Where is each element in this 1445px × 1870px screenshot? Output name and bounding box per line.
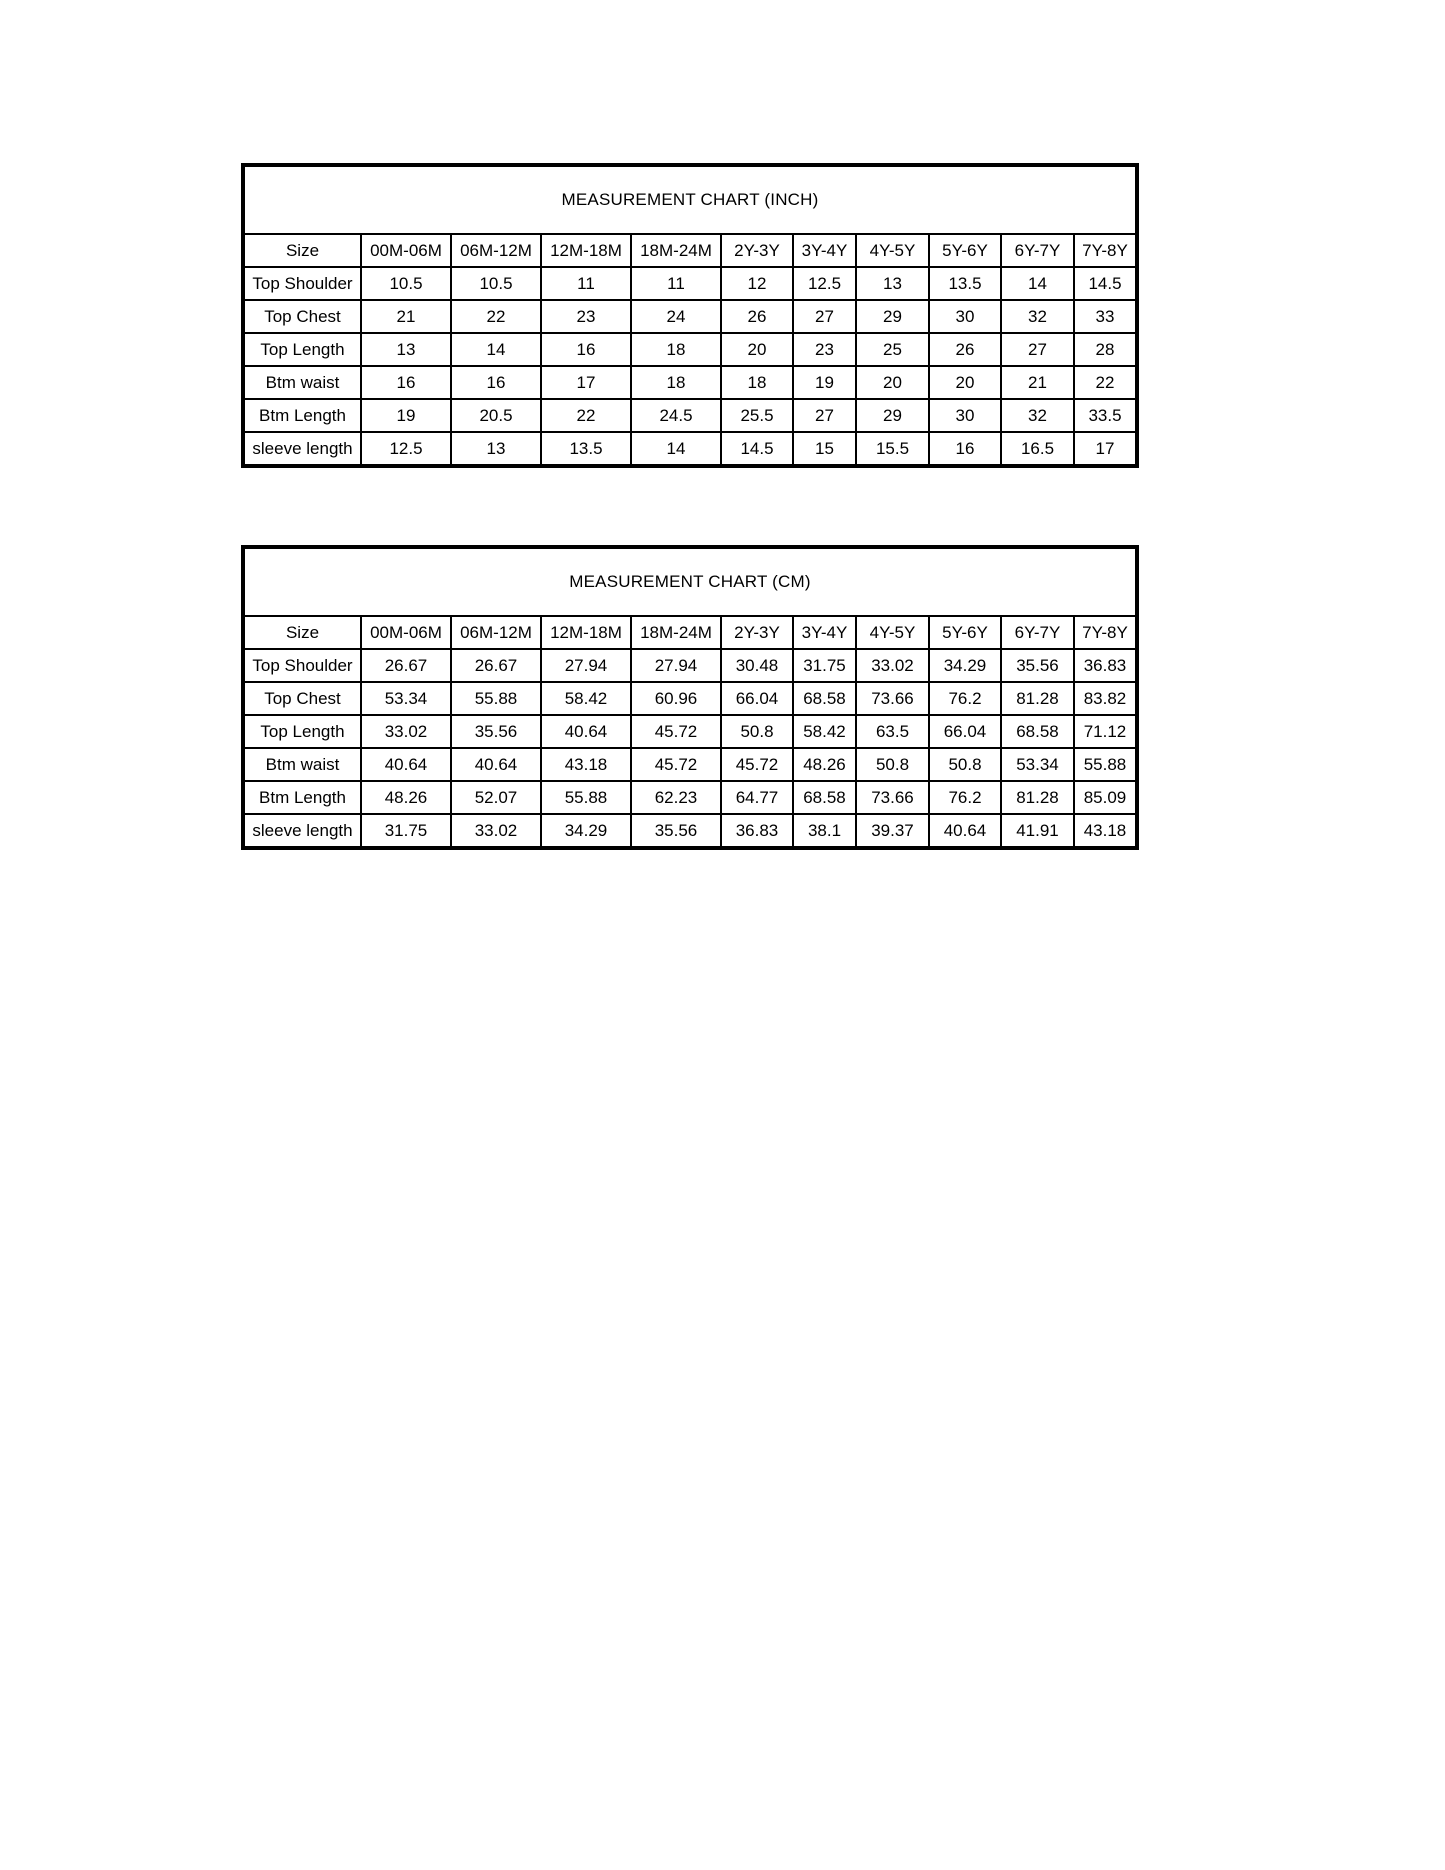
measurement-cell: 55.88 bbox=[451, 682, 541, 715]
measurement-cell: 13.5 bbox=[929, 267, 1001, 300]
measurement-cell: 45.72 bbox=[631, 715, 721, 748]
size-column-header: 00M-06M bbox=[361, 235, 451, 267]
measurement-cell: 33.02 bbox=[361, 715, 451, 748]
measurement-cell: 16 bbox=[929, 432, 1001, 464]
row-label: Top Length bbox=[245, 333, 361, 366]
measurement-cell: 33.5 bbox=[1074, 399, 1135, 432]
measurement-cell: 16 bbox=[541, 333, 631, 366]
measurement-cell: 60.96 bbox=[631, 682, 721, 715]
row-label: Btm Length bbox=[245, 399, 361, 432]
size-column-header: 7Y-8Y bbox=[1074, 235, 1135, 267]
measurement-cell: 33.02 bbox=[856, 649, 929, 682]
measurement-cell: 19 bbox=[793, 366, 856, 399]
measurement-cell: 26 bbox=[929, 333, 1001, 366]
table-row bbox=[245, 366, 1135, 399]
measurement-cell: 10.5 bbox=[361, 267, 451, 300]
measurement-cell: 29 bbox=[856, 300, 929, 333]
size-column-header: 2Y-3Y bbox=[721, 235, 793, 267]
table-row bbox=[245, 682, 1135, 715]
measurement-cell: 20 bbox=[721, 333, 793, 366]
measurement-cell: 16 bbox=[361, 366, 451, 399]
row-label: sleeve length bbox=[245, 432, 361, 464]
measurement-cell: 27 bbox=[1001, 333, 1074, 366]
measurement-cell: 39.37 bbox=[856, 814, 929, 846]
measurement-cell: 11 bbox=[541, 267, 631, 300]
size-column-header: 06M-12M bbox=[451, 235, 541, 267]
measurement-cell: 21 bbox=[1001, 366, 1074, 399]
table-row bbox=[245, 649, 1135, 682]
measurement-cell: 40.64 bbox=[361, 748, 451, 781]
measurement-cell: 10.5 bbox=[451, 267, 541, 300]
header-row bbox=[245, 235, 1135, 267]
table-row bbox=[245, 300, 1135, 333]
measurement-cell: 40.64 bbox=[541, 715, 631, 748]
measurement-cell: 18 bbox=[721, 366, 793, 399]
header-row bbox=[245, 617, 1135, 649]
measurement-cell: 68.58 bbox=[1001, 715, 1074, 748]
row-label: sleeve length bbox=[245, 814, 361, 846]
measurement-cell: 50.8 bbox=[856, 748, 929, 781]
measurement-cell: 53.34 bbox=[361, 682, 451, 715]
measurement-cell: 14.5 bbox=[1074, 267, 1135, 300]
measurement-cell: 27 bbox=[793, 399, 856, 432]
measurement-cell: 34.29 bbox=[541, 814, 631, 846]
measurement-cell: 73.66 bbox=[856, 781, 929, 814]
size-column-header: 12M-18M bbox=[541, 235, 631, 267]
measurement-cell: 81.28 bbox=[1001, 781, 1074, 814]
measurement-cell: 20 bbox=[856, 366, 929, 399]
measurement-cell: 21 bbox=[361, 300, 451, 333]
measurement-cell: 30 bbox=[929, 300, 1001, 333]
measurement-cell: 16.5 bbox=[1001, 432, 1074, 464]
measurement-cell: 17 bbox=[1074, 432, 1135, 464]
measurement-cell: 32 bbox=[1001, 399, 1074, 432]
measurement-cell: 45.72 bbox=[631, 748, 721, 781]
row-label: Top Shoulder bbox=[245, 267, 361, 300]
measurement-cell: 31.75 bbox=[793, 649, 856, 682]
table-row bbox=[245, 432, 1135, 464]
measurement-cell: 55.88 bbox=[541, 781, 631, 814]
measurement-cell: 15 bbox=[793, 432, 856, 464]
measurement-cell: 41.91 bbox=[1001, 814, 1074, 846]
measurement-cell: 20.5 bbox=[451, 399, 541, 432]
table-row bbox=[245, 715, 1135, 748]
measurement-cell: 71.12 bbox=[1074, 715, 1135, 748]
measurement-table bbox=[245, 617, 1135, 846]
measurement-cell: 22 bbox=[451, 300, 541, 333]
measurement-cell: 33 bbox=[1074, 300, 1135, 333]
table-row bbox=[245, 333, 1135, 366]
measurement-cell: 53.34 bbox=[1001, 748, 1074, 781]
size-label: Size bbox=[245, 235, 361, 267]
chart-title: MEASUREMENT CHART (INCH) bbox=[245, 167, 1135, 235]
size-column-header: 12M-18M bbox=[541, 617, 631, 649]
measurement-chart-cm bbox=[241, 545, 1139, 850]
measurement-cell: 76.2 bbox=[929, 781, 1001, 814]
measurement-cell: 16 bbox=[451, 366, 541, 399]
measurement-cell: 14 bbox=[631, 432, 721, 464]
measurement-cell: 83.82 bbox=[1074, 682, 1135, 715]
measurement-cell: 58.42 bbox=[541, 682, 631, 715]
measurement-cell: 27 bbox=[793, 300, 856, 333]
row-label: Btm Length bbox=[245, 781, 361, 814]
measurement-cell: 13 bbox=[856, 267, 929, 300]
measurement-cell: 26.67 bbox=[361, 649, 451, 682]
row-label: Top Length bbox=[245, 715, 361, 748]
measurement-cell: 66.04 bbox=[721, 682, 793, 715]
measurement-cell: 19 bbox=[361, 399, 451, 432]
measurement-cell: 31.75 bbox=[361, 814, 451, 846]
measurement-cell: 22 bbox=[1074, 366, 1135, 399]
measurement-cell: 64.77 bbox=[721, 781, 793, 814]
measurement-cell: 50.8 bbox=[721, 715, 793, 748]
measurement-cell: 15.5 bbox=[856, 432, 929, 464]
measurement-cell: 27.94 bbox=[541, 649, 631, 682]
size-column-header: 7Y-8Y bbox=[1074, 617, 1135, 649]
size-column-header: 18M-24M bbox=[631, 235, 721, 267]
row-label: Btm waist bbox=[245, 366, 361, 399]
size-column-header: 5Y-6Y bbox=[929, 617, 1001, 649]
measurement-cell: 12.5 bbox=[361, 432, 451, 464]
measurement-cell: 35.56 bbox=[631, 814, 721, 846]
measurement-cell: 73.66 bbox=[856, 682, 929, 715]
measurement-cell: 24 bbox=[631, 300, 721, 333]
size-column-header: 5Y-6Y bbox=[929, 235, 1001, 267]
size-column-header: 4Y-5Y bbox=[856, 617, 929, 649]
row-label: Top Shoulder bbox=[245, 649, 361, 682]
table-row bbox=[245, 748, 1135, 781]
measurement-cell: 20 bbox=[929, 366, 1001, 399]
measurement-cell: 18 bbox=[631, 366, 721, 399]
measurement-cell: 23 bbox=[793, 333, 856, 366]
measurement-cell: 48.26 bbox=[361, 781, 451, 814]
measurement-cell: 25 bbox=[856, 333, 929, 366]
measurement-cell: 12.5 bbox=[793, 267, 856, 300]
measurement-cell: 13.5 bbox=[541, 432, 631, 464]
measurement-cell: 29 bbox=[856, 399, 929, 432]
measurement-cell: 30 bbox=[929, 399, 1001, 432]
table-row bbox=[245, 781, 1135, 814]
measurement-cell: 26.67 bbox=[451, 649, 541, 682]
measurement-cell: 25.5 bbox=[721, 399, 793, 432]
table-row bbox=[245, 814, 1135, 846]
measurement-cell: 28 bbox=[1074, 333, 1135, 366]
measurement-cell: 66.04 bbox=[929, 715, 1001, 748]
table-row bbox=[245, 267, 1135, 300]
measurement-cell: 32 bbox=[1001, 300, 1074, 333]
measurement-cell: 40.64 bbox=[929, 814, 1001, 846]
measurement-cell: 48.26 bbox=[793, 748, 856, 781]
measurement-cell: 14 bbox=[451, 333, 541, 366]
measurement-cell: 13 bbox=[361, 333, 451, 366]
measurement-cell: 63.5 bbox=[856, 715, 929, 748]
measurement-cell: 24.5 bbox=[631, 399, 721, 432]
measurement-cell: 50.8 bbox=[929, 748, 1001, 781]
measurement-table bbox=[245, 235, 1135, 464]
measurement-cell: 12 bbox=[721, 267, 793, 300]
measurement-cell: 36.83 bbox=[721, 814, 793, 846]
measurement-cell: 45.72 bbox=[721, 748, 793, 781]
measurement-cell: 81.28 bbox=[1001, 682, 1074, 715]
size-column-header: 18M-24M bbox=[631, 617, 721, 649]
size-column-header: 00M-06M bbox=[361, 617, 451, 649]
size-column-header: 6Y-7Y bbox=[1001, 617, 1074, 649]
measurement-cell: 23 bbox=[541, 300, 631, 333]
table-row bbox=[245, 399, 1135, 432]
measurement-cell: 62.23 bbox=[631, 781, 721, 814]
size-column-header: 3Y-4Y bbox=[793, 235, 856, 267]
measurement-cell: 13 bbox=[451, 432, 541, 464]
measurement-cell: 14 bbox=[1001, 267, 1074, 300]
measurement-cell: 18 bbox=[631, 333, 721, 366]
measurement-cell: 85.09 bbox=[1074, 781, 1135, 814]
measurement-cell: 68.58 bbox=[793, 781, 856, 814]
measurement-cell: 17 bbox=[541, 366, 631, 399]
measurement-cell: 52.07 bbox=[451, 781, 541, 814]
size-column-header: 4Y-5Y bbox=[856, 235, 929, 267]
chart-title: MEASUREMENT CHART (CM) bbox=[245, 549, 1135, 617]
measurement-cell: 11 bbox=[631, 267, 721, 300]
size-column-header: 06M-12M bbox=[451, 617, 541, 649]
row-label: Top Chest bbox=[245, 300, 361, 333]
measurement-cell: 30.48 bbox=[721, 649, 793, 682]
measurement-cell: 33.02 bbox=[451, 814, 541, 846]
measurement-cell: 58.42 bbox=[793, 715, 856, 748]
measurement-cell: 35.56 bbox=[1001, 649, 1074, 682]
row-label: Top Chest bbox=[245, 682, 361, 715]
measurement-cell: 36.83 bbox=[1074, 649, 1135, 682]
measurement-cell: 68.58 bbox=[793, 682, 856, 715]
size-column-header: 3Y-4Y bbox=[793, 617, 856, 649]
measurement-chart-inch bbox=[241, 163, 1139, 468]
measurement-cell: 55.88 bbox=[1074, 748, 1135, 781]
measurement-cell: 27.94 bbox=[631, 649, 721, 682]
size-label: Size bbox=[245, 617, 361, 649]
measurement-cell: 40.64 bbox=[451, 748, 541, 781]
size-column-header: 2Y-3Y bbox=[721, 617, 793, 649]
measurement-cell: 43.18 bbox=[541, 748, 631, 781]
measurement-cell: 26 bbox=[721, 300, 793, 333]
size-column-header: 6Y-7Y bbox=[1001, 235, 1074, 267]
measurement-cell: 43.18 bbox=[1074, 814, 1135, 846]
measurement-cell: 35.56 bbox=[451, 715, 541, 748]
measurement-cell: 22 bbox=[541, 399, 631, 432]
measurement-cell: 14.5 bbox=[721, 432, 793, 464]
measurement-cell: 34.29 bbox=[929, 649, 1001, 682]
measurement-cell: 38.1 bbox=[793, 814, 856, 846]
row-label: Btm waist bbox=[245, 748, 361, 781]
measurement-cell: 76.2 bbox=[929, 682, 1001, 715]
